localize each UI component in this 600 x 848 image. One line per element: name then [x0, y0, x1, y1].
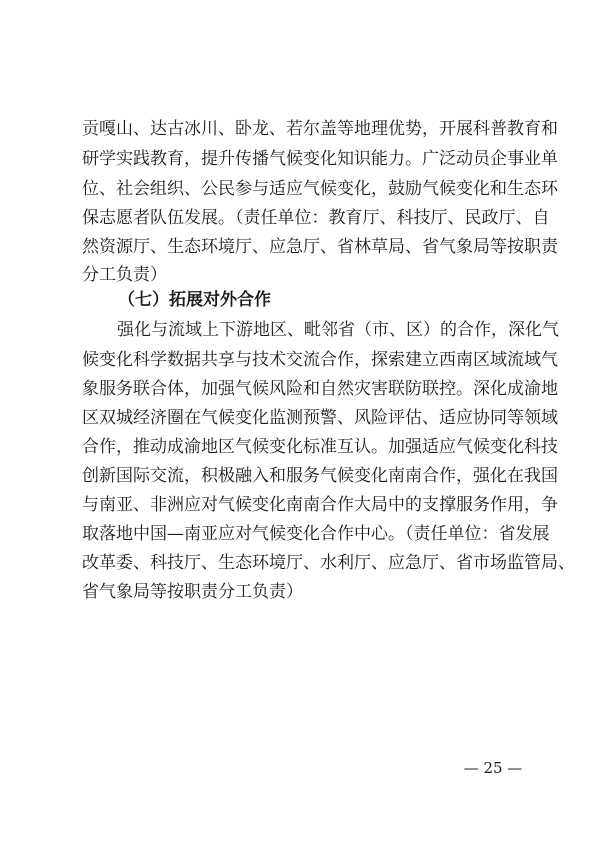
paragraph-line: 与南亚、非洲应对气候变化南南合作大局中的支撑服务作用，争 — [82, 495, 558, 515]
paragraph-line: 象服务联合体，加强气候风险和自然灾害联防联控。深化成渝地 — [82, 379, 558, 399]
paragraph-line: 省气象局等按职责分工负责） — [82, 582, 303, 602]
paragraph-line: 然资源厅、生态环境厅、应急厅、省林草局、省气象局等按职责 — [82, 237, 558, 257]
paragraph-line: 强化与流域上下游地区、毗邻省（市、区）的合作，深化气 — [117, 320, 559, 340]
paragraph-line: 取落地中国—南亚应对气候变化合作中心。（责任单位：省发展 — [82, 524, 550, 544]
section-heading: （七）拓展对外合作 — [118, 290, 271, 310]
paragraph-line: 保志愿者队伍发展。（责任单位：教育厅、科技厅、民政厅、自 — [82, 208, 550, 228]
paragraph-line: 位、社会组织、公民参与适应气候变化，鼓励气候变化和生态环 — [82, 179, 558, 199]
paragraph-line: 研学实践教育，提升传播气候变化知识能力。广泛动员企事业单 — [82, 149, 558, 169]
paragraph-line: 创新国际交流，积极融入和服务气候变化南南合作，强化在我国 — [82, 466, 558, 486]
paragraph-line: 分工负责） — [82, 265, 167, 285]
paragraph-line: 区双城经济圈在气候变化监测预警、风险评估、适应协同等领域 — [82, 408, 558, 428]
page-number: — 25 — — [463, 759, 523, 777]
paragraph-line: 合作，推动成渝地区气候变化标准互认。加强适应气候变化科技 — [82, 437, 558, 457]
paragraph-line: 改革委、科技厅、生态环境厅、水利厅、应急厅、省市场监管局、 — [82, 553, 575, 573]
paragraph-line: 候变化科学数据共享与技术交流合作，探索建立西南区域流域气 — [82, 350, 558, 370]
paragraph-line: 贡嘎山、达古冰川、卧龙、若尔盖等地理优势，开展科普教育和 — [82, 119, 558, 139]
